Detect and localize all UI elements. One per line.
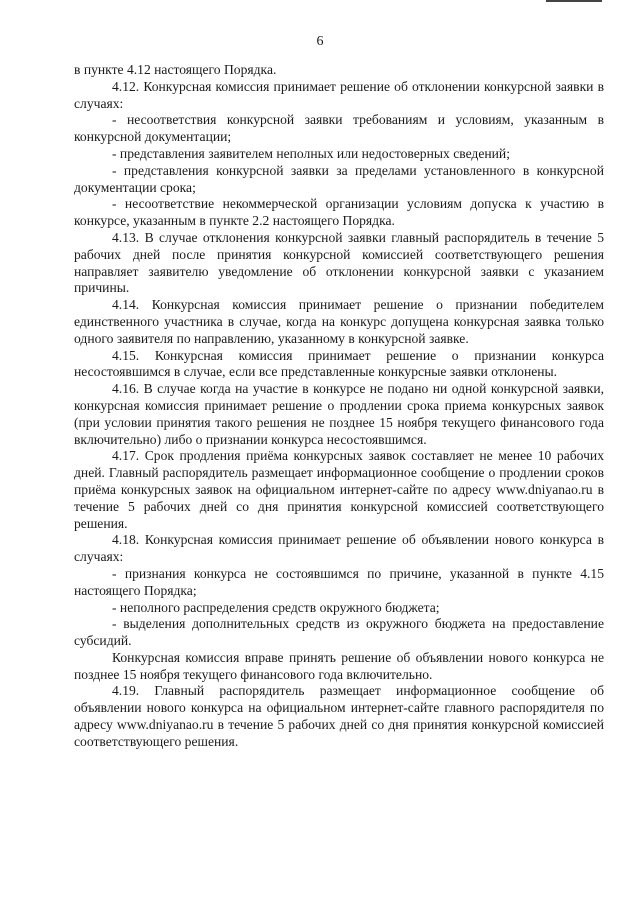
paragraph-continuation: в пункте 4.12 настоящего Порядка. — [74, 62, 277, 77]
list-item: - признания конкурса не состоявшимся по причине, указанной в пункте 4.15 настоящего Порядка; — [74, 565, 604, 598]
clause-4-19: 4.19. Главный распорядитель размещает информационное сообщение об объявлении нового конкурса на официальном интернет-сайте главного распорядителя по адресу www.dniyanao.ru в течение 5 рабочих дней со дня принятия конкурсной комиссией соответствующего решения. — [74, 683, 604, 749]
page-number: 6 — [316, 34, 324, 49]
scan-edge-mark — [546, 0, 602, 2]
document-body — [74, 62, 604, 751]
list-item: - представления конкурсной заявки за пределами установленного в конкурсной документации срока; — [74, 162, 604, 195]
list-item: - представления заявителем неполных или недостоверных сведений; — [112, 145, 510, 161]
list-item: - несоответствия конкурсной заявки требованиям и условиям, указанным в конкурсной документации; — [74, 112, 604, 145]
clause-4-12: 4.12. Конкурсная комиссия принимает решение об отклонении конкурсной заявки в случаях: — [74, 78, 604, 111]
clause-4-15: 4.15. Конкурсная комиссия принимает решение о признании конкурса несостоявшимся в случае, если все представленные конкурсные заявки отклонены. — [74, 347, 604, 380]
clause-4-18: 4.18. Конкурсная комиссия принимает решение об объявлении нового конкурса в случаях: — [74, 532, 604, 565]
clause-4-14: 4.14. Конкурсная комиссия принимает решение о признании победителем единственного участника в случае, когда на конкурс допущена конкурсная заявка только одного заявителя по направлению, указанному в конкурсной заявке. — [74, 297, 604, 346]
clause-4-17: 4.17. Срок продления приёма конкурсных заявок составляет не менее 10 рабочих дней. Главный распорядитель размещает информационное сообщение о продлении сроков приёма конкурсных заявок на официальном интернет-сайте по адресу www.dniyanao.ru в течение 5 рабочих дней со дня принятия конкурсной комиссией соответствующего решения. — [74, 448, 604, 531]
clause-4-13: 4.13. В случае отклонения конкурсной заявки главный распорядитель в течение 5 рабочих дней после принятия конкурсной комиссией соответствующего решения направляет заявителю уведомление об отклонении конкурсной заявки с указанием причины. — [74, 229, 604, 296]
paragraph: Конкурсная комиссия вправе принять решение об объявлении нового конкурса не позднее 15 ноября текущего финансового года включительно. — [74, 649, 604, 682]
list-item: - выделения дополнительных средств из окружного бюджета на предоставление субсидий. — [74, 616, 604, 649]
list-item: - неполного распределения средств окружного бюджета; — [112, 599, 440, 615]
clause-4-16: 4.16. В случае когда на участие в конкурсе не подано ни одной конкурсной заявки, конкурсная комиссия принимает решение о продлении срока приема конкурсных заявок (при условии принятия такого решения не позднее 15 ноября текущего финансового года включительно) либо о признании конкурса несостоявшимся. — [74, 381, 604, 447]
list-item: - несоответствие некоммерческой организации условиям допуска к участию в конкурсе, указанным в пункте 2.2 настоящего Порядка. — [74, 196, 604, 229]
